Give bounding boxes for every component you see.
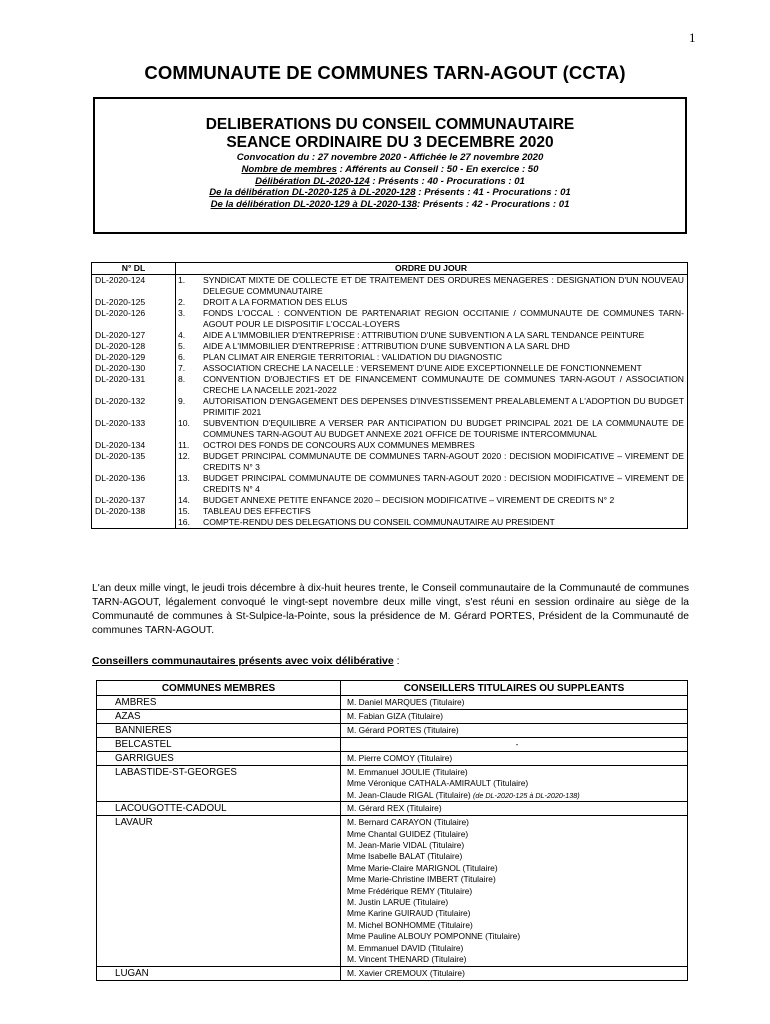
conseiller-name — [347, 803, 687, 814]
conseiller-name — [347, 874, 687, 885]
member-row — [97, 752, 688, 766]
commune-name: LACOUGOTTE-CADOUL — [115, 803, 227, 815]
member-conseillers-cell — [341, 802, 688, 816]
agenda-dl-number: DL-2020-128 — [92, 341, 176, 352]
conseiller-name-text: Mme Chantal GUIDEZ (Titulaire) — [347, 828, 469, 839]
agenda-dl-number: DL-2020-130 — [92, 363, 176, 374]
agenda-row — [92, 440, 688, 451]
member-commune-cell — [97, 752, 341, 766]
agenda-dl-number: DL-2020-138 — [92, 506, 176, 517]
conseillers-list — [341, 752, 687, 764]
conseiller-name — [347, 829, 687, 840]
agenda-item-content — [178, 275, 684, 297]
agenda-item-number: 1. — [178, 275, 186, 285]
agenda-item-text: ASSOCIATION CRECHE LA NACELLE : VERSEMENT D'UNE AIDE EXCEPTIONNELLE DE FONCTIONNEMENT — [203, 363, 642, 373]
conseiller-name-text: M. Vincent THENARD (Titulaire) — [347, 954, 467, 965]
agenda-item — [176, 275, 688, 298]
agenda-row — [92, 451, 688, 473]
conseiller-name — [347, 790, 687, 801]
agenda-dl-number: DL-2020-127 — [92, 330, 176, 341]
agenda-item — [176, 297, 688, 308]
conseillers-list — [341, 724, 687, 736]
agenda-item-text: BUDGET PRINCIPAL COMMUNAUTE DE COMMUNES TARN-AGOUT 2020 : DECISION MODIFICATIVE – VIREMENT DE CREDITS N° 4 — [203, 473, 684, 494]
conseiller-name — [347, 863, 687, 874]
agenda-item — [176, 363, 688, 374]
agenda-item-number: 7. — [178, 363, 186, 373]
agenda-item-number: 15. — [178, 506, 190, 516]
agenda-dl-number: DL-2020-132 — [92, 396, 176, 418]
agenda-item — [176, 418, 688, 440]
agenda-item-number: 11. — [178, 440, 190, 450]
agenda-item — [176, 451, 688, 473]
main-title: COMMUNAUTE DE COMMUNES TARN-AGOUT (CCTA) — [144, 62, 626, 83]
conseiller-name-text: M. Xavier CREMOUX (Titulaire) — [347, 967, 465, 978]
conseiller-name-text: M. Jean-Marie VIDAL (Titulaire) — [347, 840, 465, 851]
agenda-row — [92, 396, 688, 418]
conseiller-name — [347, 908, 687, 919]
conseiller-name-text: Mme Isabelle BALAT (Titulaire) — [347, 851, 463, 862]
deliberations-title: DELIBERATIONS DU CONSEIL COMMUNAUTAIRE — [205, 116, 575, 133]
commune-name: AZAS — [115, 711, 141, 722]
member-row — [97, 766, 688, 802]
agenda-row — [92, 297, 688, 308]
agenda-item-number: 3. — [178, 308, 186, 318]
agenda-col-dl: N° DL — [92, 263, 176, 275]
agenda-item — [176, 308, 688, 330]
agenda-row — [92, 517, 688, 529]
agenda-item-number: 2. — [178, 297, 186, 307]
agenda-item-content — [178, 517, 684, 528]
member-row — [97, 738, 688, 752]
members-col-conseillers: CONSEILLERS TITULAIRES OU SUPPLEANTS — [341, 681, 688, 696]
deliberation-range-2-line — [95, 199, 685, 211]
agenda-item-number: 12. — [178, 451, 190, 461]
member-conseillers-cell — [341, 724, 688, 738]
agenda-item-content — [178, 308, 684, 330]
agenda-item-text: OCTROI DES FONDS DE CONCOURS AUX COMMUNES MEMBRES — [203, 440, 475, 450]
conseiller-name — [347, 697, 687, 708]
member-commune-cell — [97, 738, 341, 752]
commune-name: BANNIERES — [115, 725, 172, 736]
agenda-item — [176, 330, 688, 341]
agenda-dl-number: DL-2020-125 — [92, 297, 176, 308]
page-number: 1 — [689, 30, 696, 45]
agenda-item-text: SYNDICAT MIXTE DE COLLECTE ET DE TRAITEMENT DES ORDURES MENAGERES : DESIGNATION D'UN NOUVEAU DELEGUE COMMUNAUTAIRE — [203, 275, 684, 296]
agenda-dl-number: DL-2020-131 — [92, 374, 176, 396]
agenda-row — [92, 495, 688, 506]
agenda-item-text: FONDS L'OCCAL : CONVENTION DE PARTENARIAT REGION OCCITANIE / COMMUNAUTE DE COMMUNES TARN-AGOUT POUR LE DISPOSITIF L'OCCAL-LOYERS — [203, 308, 684, 329]
agenda-dl-number: DL-2020-137 — [92, 495, 176, 506]
agenda-dl-number: DL-2020-133 — [92, 418, 176, 440]
agenda-item — [176, 440, 688, 451]
conseiller-name-text: Mme Karine GUIRAUD (Titulaire) — [347, 908, 471, 919]
conseillers-list — [341, 766, 687, 801]
agenda-item-text: DROIT A LA FORMATION DES ELUS — [203, 297, 348, 307]
section-heading-suffix: : — [393, 655, 400, 667]
conseillers-list — [341, 738, 687, 750]
agenda-dl-number: DL-2020-136 — [92, 473, 176, 495]
agenda-item-content — [178, 330, 684, 341]
agenda-dl-number: DL-2020-129 — [92, 352, 176, 363]
agenda-item-text: SUBVENTION D'EQUILIBRE A VERSER PAR ANTICIPATION DU BUDGET PRINCIPAL 2021 DE LA COMMUNAUTE DE COMMUNES TARN-AGOUT AU BUDGET ANNEXE 2021 OFFICE DE TOURISME INTERCOMMUNAL — [203, 418, 684, 439]
conseiller-name-text: Mme Pauline ALBOUY POMPONNE (Titulaire) — [347, 931, 521, 942]
commune-name: BELCASTEL — [115, 739, 172, 750]
agenda-item-number: 13. — [178, 473, 190, 483]
conseiller-name — [347, 886, 687, 897]
commune-name: AMBRES — [115, 697, 157, 708]
member-commune-cell — [97, 766, 341, 802]
empty-placeholder: - — [515, 739, 519, 749]
deliberation-range-2-value: : Présents : 42 - Procurations : 01 — [416, 199, 570, 211]
agenda-item-text: AIDE A L'IMMOBILIER D'ENTREPRISE : ATTRIBUTION D'UNE SUBVENTION A LA SARL TENDANCE PEINTURE — [203, 330, 645, 340]
member-conseillers-cell — [341, 696, 688, 710]
agenda-item — [176, 506, 688, 517]
agenda-item-text: AIDE A L'IMMOBILIER D'ENTREPRISE : ATTRIBUTION D'UNE SUBVENTION A LA SARL DHD — [203, 341, 570, 351]
header-box — [93, 97, 687, 234]
member-commune-cell — [97, 696, 341, 710]
members-body — [97, 696, 688, 981]
conseiller-name-text: M. Gérard REX (Titulaire) — [347, 803, 442, 814]
conseiller-name-text: M. Fabian GIZA (Titulaire) — [347, 711, 444, 721]
conseiller-name — [347, 778, 687, 789]
conseiller-name-text: M. Pierre COMOY (Titulaire) — [347, 753, 453, 763]
agenda-dl-number: DL-2020-134 — [92, 440, 176, 451]
member-row — [97, 696, 688, 710]
deliberation-124-label: Délibération DL-2020-124 — [255, 175, 370, 187]
conseiller-name-text: M. Bernard CARAYON (Titulaire) — [347, 817, 469, 828]
member-conseillers-cell — [341, 752, 688, 766]
agenda-item-text: COMPTE-RENDU DES DELEGATIONS DU CONSEIL COMMUNAUTAIRE AU PRESIDENT — [203, 517, 555, 527]
agenda-row — [92, 418, 688, 440]
session-intro-text: L'an deux mille vingt, le jeudi trois décembre à dix-huit heures trente, le Conseil communautaire de la Communauté de communes TARN-AGOUT, légalement convoqué le vingt-sept novembre deux mille vingt, s'est réuni en session ordinaire au siège de la Communauté de communes à St-Sulpice-la-Pointe, sous la présidence de M. Gérard PORTES, Président de la Communauté de communes TARN-AGOUT. — [92, 583, 689, 636]
member-row — [97, 710, 688, 724]
agenda-item-text: PLAN CLIMAT AIR ENERGIE TERRITORIAL : VALIDATION DU DIAGNOSTIC — [203, 352, 503, 362]
agenda-item-content — [178, 418, 684, 440]
conseiller-name-text: M. Justin LARUE (Titulaire) — [347, 897, 449, 908]
conseiller-name — [347, 897, 687, 908]
member-conseillers-cell — [341, 816, 688, 966]
agenda-item — [176, 473, 688, 495]
nombre-membres-label: Nombre de membres — [241, 163, 337, 175]
agenda-dl-number: DL-2020-124 — [92, 275, 176, 298]
agenda-item — [176, 374, 688, 396]
deliberation-range-2-label: De la délibération DL-2020-129 à DL-2020-138 — [210, 199, 417, 211]
nombre-membres-line — [95, 164, 685, 176]
agenda-dl-number: DL-2020-135 — [92, 451, 176, 473]
member-conseillers-cell — [341, 710, 688, 724]
commune-name: LUGAN — [115, 967, 149, 979]
conseiller-name-text: M. Emmanuel DAVID (Titulaire) — [347, 942, 464, 953]
members-table — [96, 680, 688, 981]
agenda-item-number: 4. — [178, 330, 186, 340]
section-heading — [92, 655, 400, 667]
member-commune-cell — [97, 816, 341, 966]
agenda-item-number: 14. — [178, 495, 190, 505]
member-commune-cell — [97, 966, 341, 980]
agenda-row — [92, 506, 688, 517]
conseiller-name-text: M. Emmanuel JOULIE (Titulaire) — [347, 767, 468, 777]
agenda-dl-number — [92, 517, 176, 529]
agenda-item-number: 9. — [178, 396, 186, 406]
conseiller-name — [347, 968, 687, 979]
conseiller-name — [347, 817, 687, 828]
conseiller-name — [347, 840, 687, 851]
convocation-line: Convocation du : 27 novembre 2020 - Affichée le 27 novembre 2020 — [236, 152, 544, 163]
members-col-communes: COMMUNES MEMBRES — [97, 681, 341, 696]
deliberation-range-1-line — [95, 187, 685, 199]
agenda-item-content — [178, 396, 684, 418]
agenda-row — [92, 308, 688, 330]
deliberation-124-line — [95, 176, 685, 188]
agenda-item-text: AUTORISATION D'ENGAGEMENT DES DEPENSES D'INVESTISSEMENT PREALABLEMENT A L'ADOPTION DU BUDGET PRIMITIF 2021 — [203, 396, 684, 417]
agenda-item-content — [178, 495, 684, 506]
deliberation-range-1-label: De la délibération DL-2020-125 à DL-2020-128 — [209, 187, 416, 199]
agenda-body — [92, 275, 688, 529]
deliberation-124-value: : Présents : 40 - Procurations : 01 — [369, 175, 525, 187]
agenda-item — [176, 341, 688, 352]
member-commune-cell — [97, 710, 341, 724]
agenda-item-number: 10. — [178, 418, 190, 428]
conseiller-name-text: M. Daniel MARQUES (Titulaire) — [347, 697, 465, 707]
agenda-item-text: CONVENTION D'OBJECTIFS ET DE FINANCEMENT COMMUNAUTE DE COMMUNES TARN-AGOUT / ASSOCIATION CRECHE LA NACELLE 2021-2022 — [203, 374, 684, 395]
conseiller-name — [347, 711, 687, 722]
conseiller-name-text: Mme Véronique CATHALA-AMIRAULT (Titulaire) — [347, 778, 529, 789]
conseillers-list — [341, 696, 687, 708]
member-row — [97, 966, 688, 980]
deliberation-range-1-value: : Présents : 41 - Procurations : 01 — [415, 187, 571, 199]
agenda-row — [92, 341, 688, 352]
nombre-membres-value: : Afférents au Conseil : 50 - En exercice : 50 — [336, 163, 539, 175]
conseiller-name-text: Mme Frédérique REMY (Titulaire) — [347, 885, 473, 896]
agenda-table — [91, 262, 688, 529]
agenda-item-content — [178, 297, 684, 308]
conseiller-name — [347, 851, 687, 862]
member-commune-cell — [97, 724, 341, 738]
conseiller-name — [347, 920, 687, 931]
agenda-row — [92, 473, 688, 495]
agenda-item — [176, 396, 688, 418]
agenda-col-ordre: ORDRE DU JOUR — [176, 263, 688, 275]
conseiller-name — [347, 943, 687, 954]
conseiller-name — [347, 753, 687, 764]
conseiller-name-text: Mme Marie-Claire MARIGNOL (Titulaire) — [347, 862, 498, 873]
agenda-row — [92, 363, 688, 374]
member-conseillers-cell — [341, 966, 688, 980]
agenda-item-number: 5. — [178, 341, 186, 351]
member-conseillers-cell — [341, 766, 688, 802]
agenda-item-content — [178, 440, 684, 451]
seance-title: SEANCE ORDINAIRE DU 3 DECEMBRE 2020 — [226, 134, 554, 151]
member-row — [97, 724, 688, 738]
agenda-row — [92, 352, 688, 363]
agenda-row — [92, 275, 688, 298]
agenda-item — [176, 352, 688, 363]
agenda-row — [92, 330, 688, 341]
member-row — [97, 816, 688, 966]
agenda-item-content — [178, 451, 684, 473]
conseiller-name-text: M. Jean-Claude RIGAL (Titulaire) — [347, 789, 471, 800]
agenda-item-content — [178, 506, 684, 517]
commune-name: GARRIGUES — [115, 753, 174, 764]
agenda-item-number: 16. — [178, 517, 190, 527]
conseiller-name — [347, 767, 687, 778]
agenda-item-number: 8. — [178, 374, 186, 384]
conseiller-name — [347, 931, 687, 942]
conseiller-name — [347, 954, 687, 965]
agenda-item — [176, 495, 688, 506]
conseiller-note: (de DL-2020-125 à DL-2020-138) — [472, 790, 580, 800]
commune-name: LAVAUR — [115, 817, 153, 829]
agenda-item-text: BUDGET PRINCIPAL COMMUNAUTE DE COMMUNES TARN-AGOUT 2020 : DECISION MODIFICATIVE – VIREMENT DE CREDITS N° 3 — [203, 451, 684, 472]
agenda-item-content — [178, 363, 684, 374]
agenda-item-content — [178, 374, 684, 396]
agenda-dl-number: DL-2020-126 — [92, 308, 176, 330]
agenda-item-content — [178, 352, 684, 363]
agenda-item-text: BUDGET ANNEXE PETITE ENFANCE 2020 – DECISION MODIFICATIVE – VIREMENT DE CREDITS N° 2 — [203, 495, 615, 505]
agenda-item — [176, 517, 688, 529]
agenda-item-text: TABLEAU DES EFFECTIFS — [203, 506, 311, 516]
agenda-item-content — [178, 473, 684, 495]
conseillers-list — [341, 967, 687, 979]
conseillers-list — [341, 802, 687, 814]
agenda-item-content — [178, 341, 684, 352]
conseiller-name-text: M. Michel BONHOMME (Titulaire) — [347, 919, 473, 930]
conseiller-name-text: M. Gérard PORTES (Titulaire) — [347, 725, 459, 735]
conseiller-name-text: Mme Marie-Christine IMBERT (Titulaire) — [347, 874, 496, 885]
commune-name: LABASTIDE-ST-GEORGES — [115, 767, 237, 778]
member-row — [97, 802, 688, 816]
section-heading-label: Conseillers communautaires présents avec voix délibérative — [92, 655, 394, 667]
agenda-item-number: 6. — [178, 352, 186, 362]
conseiller-name — [347, 725, 687, 736]
conseillers-list — [341, 710, 687, 722]
conseillers-list — [341, 816, 687, 965]
member-conseillers-cell — [341, 738, 688, 752]
member-commune-cell — [97, 802, 341, 816]
agenda-row — [92, 374, 688, 396]
